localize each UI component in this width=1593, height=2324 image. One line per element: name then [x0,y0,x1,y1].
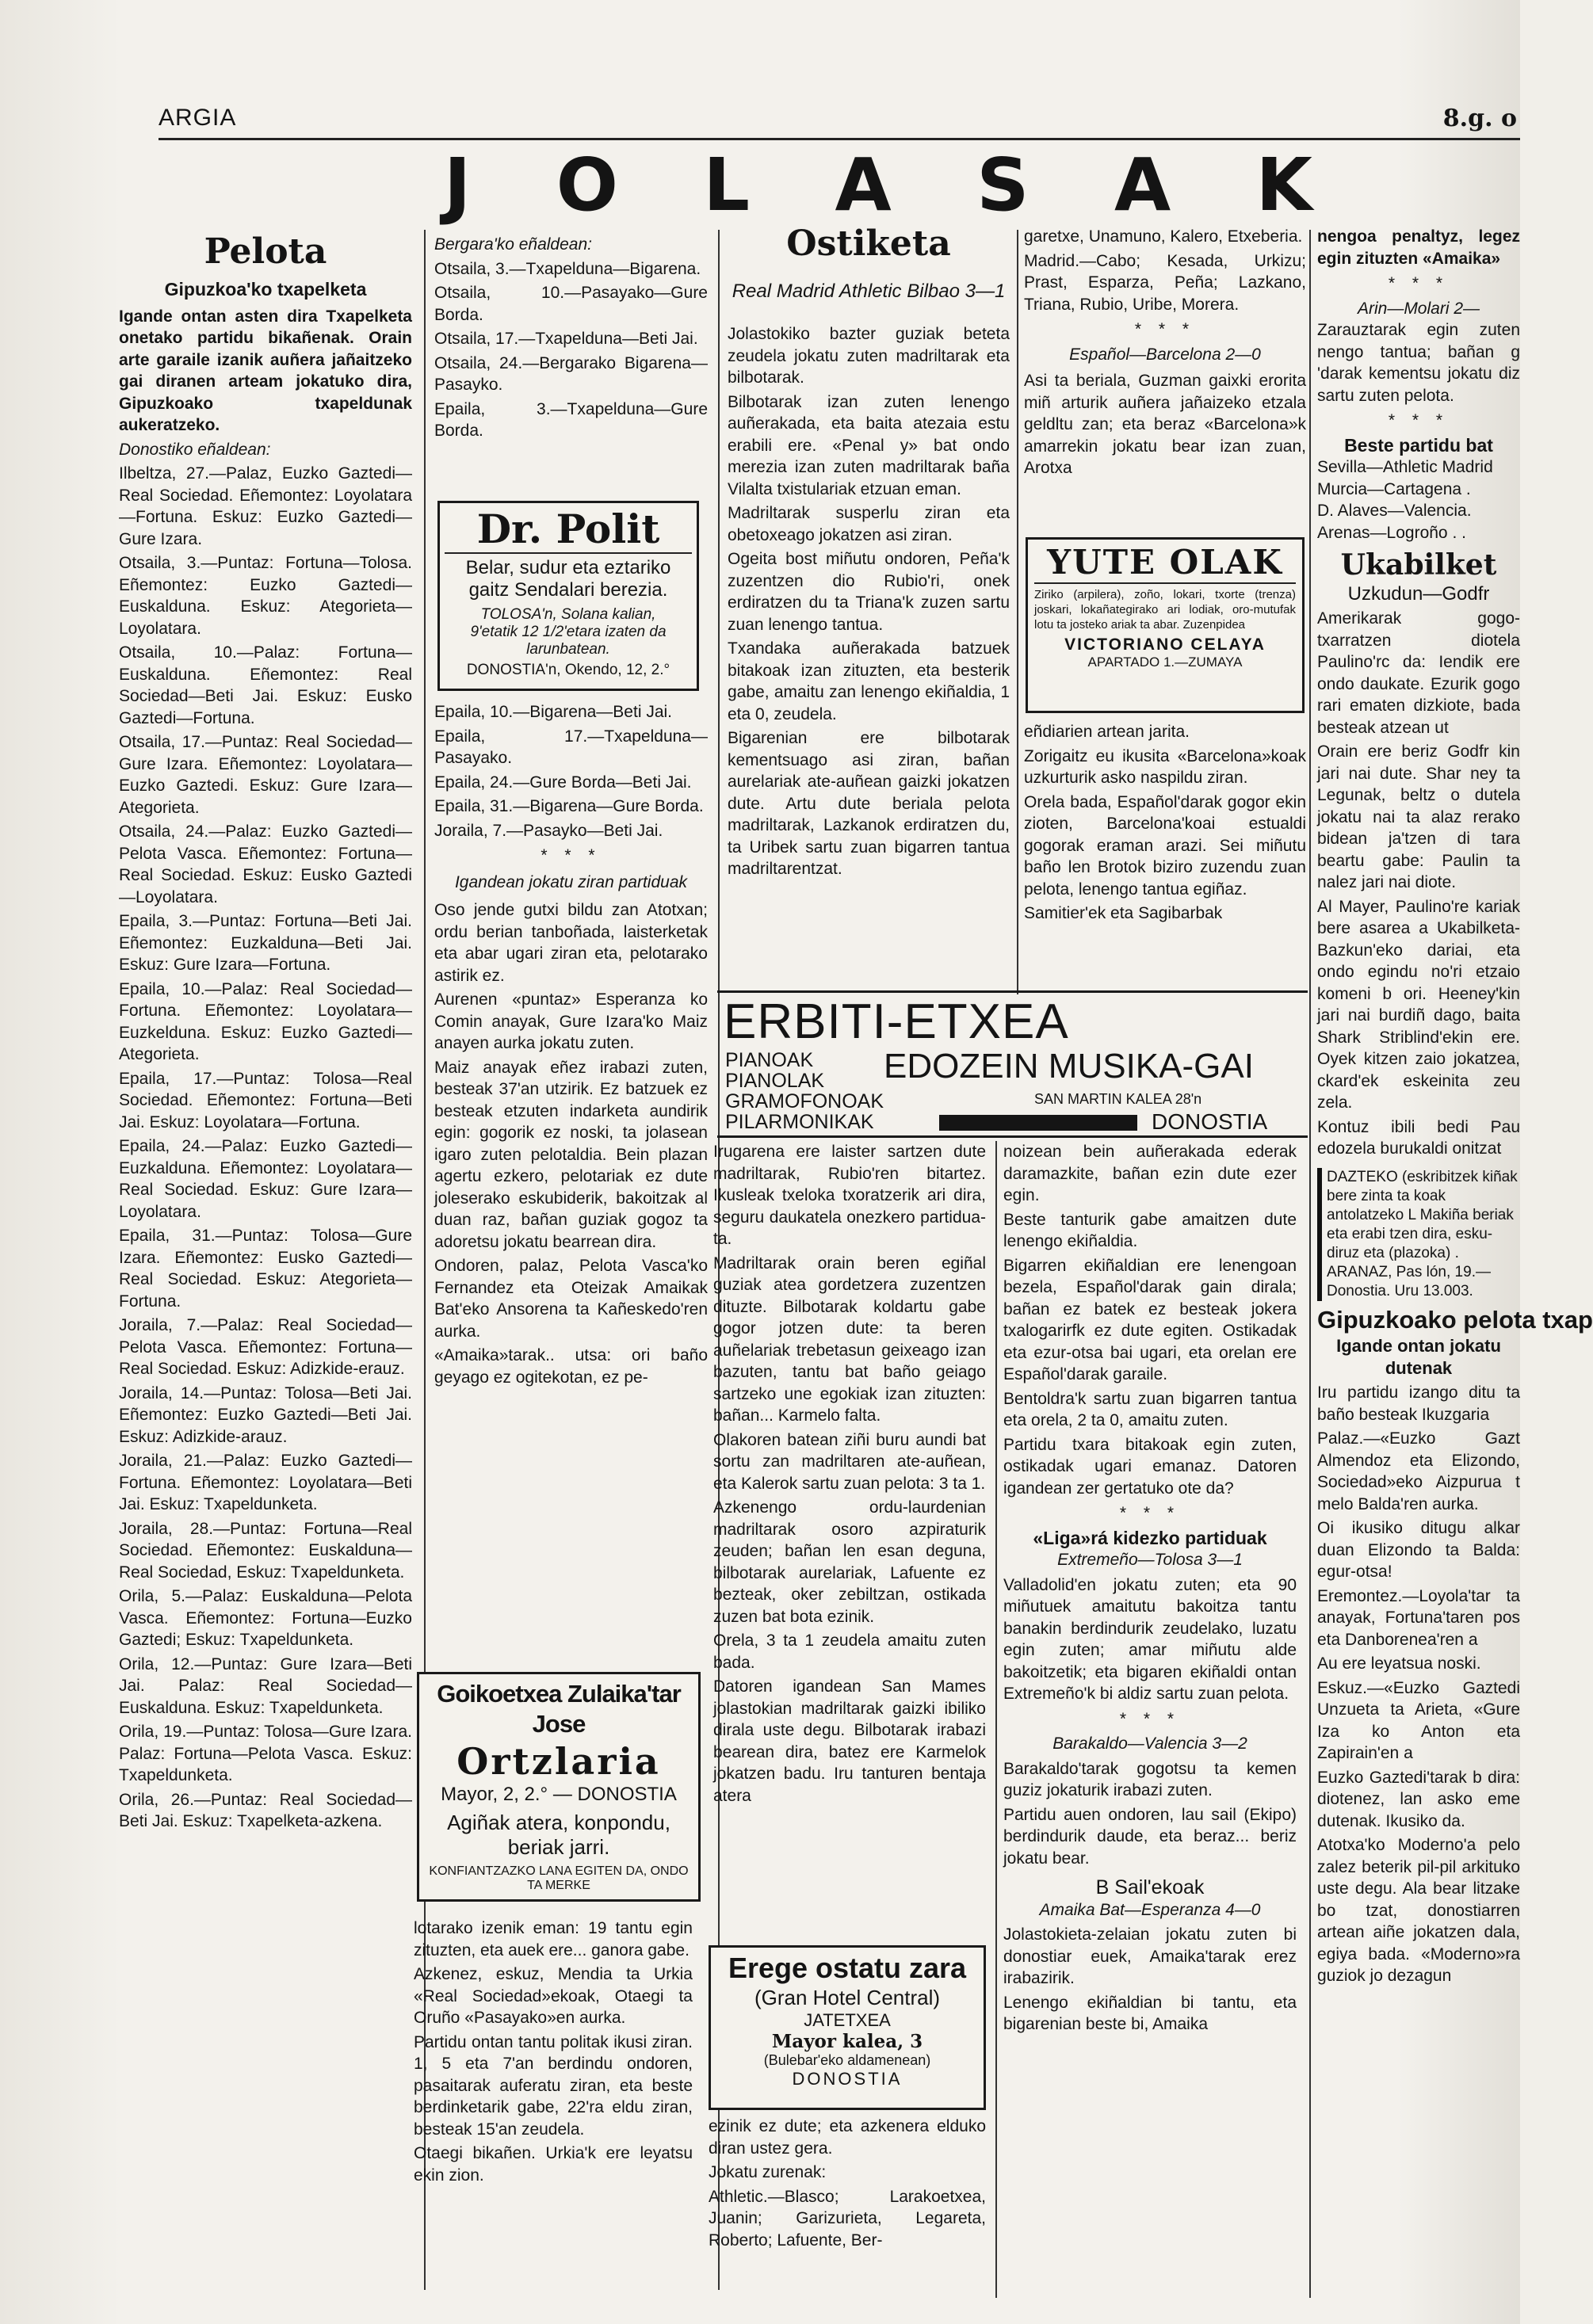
paragraph: Orela bada, Español'darak gogor ekin zioten, Barcelona'koai estualdi gogorak eraman arazi. Sei miñutu baño len Brotok biziro zuzendu zuan pelota, lenengo tantua egiñaz. [1024,792,1306,899]
column-madrid-end [709,2116,986,2298]
paragraph: garetxe, Unamuno, Kalero, Etxeberia. [1024,227,1303,246]
match-title: Barakaldo—Valencia 3—2 [1052,1734,1247,1753]
ad-line: (Bulebar'eko aldamenean) [763,2052,931,2068]
paragraph: Orain ere beriz Godfr kin jari nai dute. Shar ney ta Legunak, beltz o dutela jokatu nai ta alaz rerako bidean ja'tzen di tara beartu gabe: Paulin ta nalez jari nai diote. [1317,742,1520,891]
paragraph: Jolastokiko bazter guziak beteta zeudela jokatu zuten madriltarak eta bilbotarak. [728,325,1010,387]
paper-name: ARGIA [159,105,237,131]
paragraph: Madriltarak susperlu ziran eta obetoxeago jokatzen asi ziran. [728,504,1010,544]
ad-line: (Gran Hotel Central) [754,1986,941,2009]
ad-title: YUTE OLAK [1034,543,1296,584]
page-header [159,101,1520,140]
paragraph: Datoren igandean San Mames jolastokian madriltarak gaizki ibiliko dirala uste degu. Bilbotarak irabazi bearean dira, batez ere Karmelok jokatzen badu. Iru tanturen bentaja atera [713,1677,986,1805]
column-barcelona-cont [1024,721,1306,994]
ad-title: Dr. Polit [445,506,692,554]
ad-line: DONOSTIA'n, Okendo, 12, 2.° [466,662,670,678]
ad-line: APARTADO 1.—ZUMAYA [1087,654,1243,670]
banner-letter: O [556,143,621,227]
paragraph: Joraila, 28.—Puntaz: Fortuna—Real Sociedad. Eñemontez: Euskalduna—Real Sociedad, Eskuz: Txapeldunketa. [119,1519,412,1582]
paragraph: Eremontez.—Loyola'tar ta anayak, Fortuna'taren pos eta Danborenea'ren a [1317,1586,1520,1649]
separator-stars: * * * [1388,411,1450,429]
paragraph: Kontuz ibili bedi Pau edozela burukaldi onitzat [1317,1117,1520,1158]
paragraph: Epaila, 10.—Bigarena—Beti Jai. [434,703,672,721]
paragraph: Partidu auen ondoren, lau sail (Ekipo) berdindurik daude, eta beraz... beriz jokatu bear. [1003,1805,1297,1868]
ad-line: JATETXEA [804,2010,891,2030]
column-rule [1017,230,1018,994]
column-madrid [713,1141,986,1949]
section-title: Ostiketa [786,223,951,264]
column-barcelona [1024,226,1306,531]
section-subtitle: B Sail'ekoak [1095,1876,1205,1899]
ad-address: SAN MARTIN KALEA 28'n [1034,1091,1202,1107]
paragraph: noizean bein auñerakada ederak daramazkite, bañan ezin dute ezer egin. [1003,1143,1297,1204]
paragraph: Atotxa'ko Moderno'a pelo zalez beterik pil-pil arkituko uste degu. Ala bear litzake bo tzat, donostiarren artean aiñe jokatzen dala, egiya bada. «Moderno»ra guziok jo dezagun [1317,1836,1520,1985]
paragraph: Barakaldo'tarak gogotsu ta kemen guziz jokaturik irabazi zuten. [1003,1759,1297,1799]
paragraph: Orila, 19.—Puntaz: Tolosa—Gure Izara. Palaz: Fortuna—Pelota Vasca. Eskuz: Txapeldunketa. [119,1723,412,1784]
ad-trade: Ortzlaria [457,1740,661,1783]
paragraph: Partidu txara bitakoak egin zuten, ostikadak ugari emanaz. Datoren igandean zer gertatuko ote da? [1003,1435,1297,1498]
paragraph: Bigarren ekiñaldian ere lenengoan bezela, Español'darak gain dirala; bañan ez batek ez besteak jokera txalogarirfk ez dute egiten. Ostikadak eta ezur-otsa bai ugari, eta orelan ere Español'darak garaile. [1003,1256,1297,1383]
banner-letter: A [1114,143,1175,227]
paragraph: Otsaila, 10.—Palaz: Fortuna—Euskalduna. Eñemontez: Real Sociedad—Beti Jai. Eskuz: Eusko Gaztedi—Fortuna. [119,643,412,727]
paragraph: Epaila, 24.—Palaz: Euzko Gaztedi—Euzkalduna. Eñemontez: Loyolatara—Real Sociedad. Eskuz: Gure Izara—Loyolatara. [119,1137,412,1221]
paragraph: Olakoren batean ziñi buru aundi bat sortu zan madriltaren ate-auñean, eta Kalerok sartu zuan pelota: 3 ta 1. [713,1430,986,1493]
ad-dazteko: DAZTEKO (eskribitzek kiñak bere zinta ta koak antolatzeko L Makiña beriak eta erabi tzen dira, esku-diruz eta (plazoka) . ARANAZ, Pas lón, 19.—Donostia. Uru 13.003. [1317,1168,1520,1301]
paragraph: Amerikarak gogo-txarratzen diotela Paulino'rc da: Iendik ere ondo daukate. Ezurik gogo rari ematen dizkiote, bada besteak atzean ut [1317,609,1520,737]
paragraph: Otsaila, 17.—Puntaz: Real Sociedad—Gure Izara. Eñemontez: Loyolatara—Euzko Gaztedi. Eskuz: Gure Izara—Ategorieta. [119,733,412,817]
ad-zulaika [417,1672,701,1902]
column-right-edge [1317,226,1593,2298]
paragraph: Euzko Gaztedi'tarak b dira: diotenez, lan asko eme dutenak. Ikusiko da. [1317,1768,1520,1830]
paragraph: Ondoren, palaz, Pelota Vasca'ko Fernandez eta Oteizak Amaikak Bat'eko Ansorena ta Kañeskedo'ren aurka. [434,1257,708,1341]
match-title: Amaika Bat—Esperanza 4—0 [1039,1900,1261,1919]
section-subtitle: Gipuzkoa'ko txapelketa [164,279,367,300]
paragraph: Jokatu zurenak: [709,2163,827,2181]
section-subtitle: Igande ontan jokatu dutenak [1336,1336,1501,1378]
paragraph: Madriltarak orain beren egiñal guziak atea gordetzera zuzentzen dituzte. Bilbotarak koldartu gabe gogor jotzen dute: ta beren auñelariak trebetasun geixeago izan bazuten, tantu bat baño geiago sartzeko une egokiak izan zituzten: bañan... Karmelo falta. [713,1254,986,1425]
paragraph: Bilbotarak izan zuten lenengo auñerakada, eta baita atezaia estu erabili ere. «Penal y» bat ondo merezia izan zuten madriltarak baña Vilalta txistulariak etzuan eman. [728,392,1010,498]
match-title: Arin—Molari 2— [1357,299,1480,318]
paragraph: eñdiarien artean jarita. [1024,723,1190,741]
paragraph: Epaila, 17.—Txapelduna—Pasayako. [434,727,708,767]
match-title: Extremeño—Tolosa 3—1 [1057,1551,1243,1569]
paragraph: Igande ontan asten dira Txapelketa onetako partidu bikañenak. Orain arte garaile izanik auñera jañaitzeko gai diranen arteam jokatuko dira, Gipuzkoako txapeldunak aukeratzeko. [119,307,412,434]
ad-erege-ostatu [709,1945,986,2110]
ad-title: Erege ostatu zara [728,1952,967,1984]
paragraph: Epaila, 24.—Gure Borda—Beti Jai. [434,773,692,792]
ad-line: gaitz Sendalari berezia. [468,579,668,601]
section-subtitle: Uzkudun—Godfr [1347,582,1490,605]
paragraph: Epaila, 3.—Puntaz: Fortuna—Beti Jai. Eñemontez: Euzkaldunа—Beti Jai. Eskuz: Gure Izara—Fortuna. [119,912,412,974]
paragraph: Bigarenian ere bilbotarak kementsuago asi ziran, bañan aurelariak ate-auñean gaizki jokatzen dute. Artu dute beriala pelota madriltarak, Lazkanok erdiratzen du, ta Uribek sartu zuan bigarren tantua madriltarentzat. [728,729,1010,878]
paragraph: Joraila, 21.—Palaz: Euzko Gaztedi—Fortuna. Eñemontez: Loyolatara—Beti Jai. Eskuz: Txapeldunketa. [119,1452,412,1513]
ad-line: Mayor kalea, 3 [771,2031,923,2052]
section-title: Ukabilket [1340,548,1497,582]
result-line: D. Alaves—Valencia. [1317,502,1472,520]
paragraph: Otsaila, 10.—Pasayako—Gure Borda. [434,284,708,324]
paragraph: nengoa penaltyz, legez egin zituzten «Amaika» [1317,227,1520,268]
paragraph: Orila, 26.—Puntaz: Real Sociedad—Beti Jai. Eskuz: Txapelketa-azkena. [119,1790,412,1830]
section-subtitle: Beste partidu bat [1344,434,1493,456]
paragraph-list [119,306,412,1833]
ad-address: Mayor, 2, 2.° — DONOSTIA [441,1784,677,1805]
column-ostiketa [728,222,1010,994]
ad-title: ERBITI-ETXEA [724,994,1069,1049]
paragraph: Asi ta beriala, Guzman gaixki erorita miñ arturik auñera jañaizeko etzala geldltu zan; eta beraz «Barcelona»k amarrekin jokatu bear izan zuan, Arotxa [1024,372,1306,477]
separator-stars: * * * [1388,274,1450,292]
section-banner [444,143,1316,227]
paragraph: lotarako izenik eman: 19 tantu egin zituzten, eta auek ere... ganora gabe. [414,1919,693,1960]
banner-letter: K [1255,143,1316,227]
paragraph: Palaz.—«Euzko Gazt Almendoz eta Elizondo, Sociedad»eko Aizpurua t melo Balda'ren aurka. [1317,1429,1520,1513]
paragraph: Ilbeltza, 27.—Palaz, Euzko Gaztedi—Real Sociedad. Eñemontez: Loyolatara—Fortuna. Eskuz: Euzko Gaztedi—Gure Izara. [119,464,412,548]
section-subtitle: Igandean jokatu ziran partiduak [454,872,688,891]
banner-letter: J [444,143,475,227]
paragraph: Joraila, 14.—Puntaz: Tolosa—Beti Jai. Eñemontez: Euzko Gaztedi—Beti Jai. Eskuz: Adizkide-arauz. [119,1383,412,1446]
paragraph: Otsaila, 17.—Txapelduna—Beti Jai. [434,330,698,348]
paragraph: Orela, 3 ta 1 zeudela amaitu zuten bada. [713,1631,986,1672]
column-bergara-end [414,1918,693,2298]
column-bergara-cont [434,701,708,1811]
ad-line: VICTORIANO CELAYA [1064,635,1266,654]
separator-stars: * * * [1119,1709,1181,1728]
ad-city: DONOSTIA [1152,1109,1268,1134]
ad-services: Agiñak atera, konpondu, beriak jarri. [447,1811,670,1859]
paragraph: Lenengo ekiñaldian bi tantu, eta bigarenian beste bi, Amaika [1003,1993,1297,2033]
paragraph: Epaila, 31.—Puntaz: Tolosa—Gure Izara. Eñemontez: Eusko Gaztedi—Real Sociedad. Eskuz: Ategorieta—Fortuna. [119,1227,412,1311]
paragraph: Jolastokieta-zelaian jokatu zuten bi donostiar euek, Amaika'tarak erez irabazirik. [1003,1925,1297,1987]
paragraph: Maiz anayak eñez irabazi zuten, besteak 37'an utzirik. Ez batzuek ez besteak etzuten indarketa aundirik egin: gogorik ez noski, ta jolasean igaro zuten pelotaldia. Bein plazan agertu ezkero, pelotariak ez dute joleserako eskubiderik, bakoitzak al duan raz, bañan guziak gogoz ta adoretsu jokatu bearrean dira. [434,1058,708,1251]
paragraph: Otsaila, 24.—Palaz: Euzko Gaztedi—Pelota Vasca. Eñemontez: Fortuna—Real Sociedad. Eskuz: Eusko Gaztedi—Loyolatara. [119,822,412,906]
paragraph: Epaila, 10.—Palaz: Real Sociedad—Fortuna. Eñemontez: Loyolatara—Euzkelduna. Eskuz: Euzko Gaztedi—Ategorieta. [119,979,412,1063]
paragraph: Donostiko eñaldean: [119,440,271,459]
result-line: Murcia—Cartagena . [1317,479,1471,498]
section-subtitle: Español—Barcelona 2—0 [1069,345,1261,364]
column-pelota [119,230,412,2290]
paragraph: Txandaka auñerakada batzuek bitakoak izan zituzten, eta besterik gabe, amaitu zan lenengo ekiñaldia, 1 eta 0, zeudela. [728,639,1010,723]
paragraph: Joraila, 7.—Pasayko—Beti Jai. [434,821,663,840]
paragraph: Oso jende gutxi bildu zan Atotxan; ordu berian tanboñada, laisterketak eta abar ugari ziran eta, pelotarako astirik ez. [434,901,708,985]
section-title: Gipuzkoako pelota txap [1317,1305,1593,1334]
section-title: Pelota [204,231,327,272]
paragraph: Epaila, 31.—Bigarena—Gure Borda. [434,797,704,815]
paragraph: Eskuz.—«Euzko Gaztedi Unzueta ta Arieta, «Gure Iza ko Anton eta Zapirain'en a [1317,1678,1520,1762]
paragraph: Bentoldra'k sartu zuan bigarren tantua eta orela, 2 ta 0, amaitu zuten. [1003,1389,1297,1429]
separator-stars: * * * [1119,1504,1181,1522]
paragraph: Epaila, 3.—Txapelduna—Gure Borda. [434,399,708,440]
match-title: Real Madrid Athletic Bilbao 3—1 [732,280,1006,302]
paragraph: Zorigaitz eu ikusita «Barcelona»koak uzkurturik asko naspildu ziran. [1024,746,1306,787]
ad-line: Belar, sudur eta eztariko [465,557,671,578]
ad-line: Ziriko (arpilera), zoño, lokari, txorte (trenza) joskari, lokañategirako ari lodiak, oro-mutufak lotu ta josteko ariak ta abar. Zuzenpidea [1034,588,1296,632]
paragraph: Iru partidu izango ditu ta baño besteak Ikuzgaria [1317,1383,1520,1424]
ad-title: Goikoetxea Zulaika'tar Jose [437,1680,681,1738]
paragraph: Partidu ontan tantu politak ikusi ziran. 1, 5 eta 7'an berdindu ondoren, pasaitarak auferatu ziran, eta beste berdinketarik gabe, 22'ra eldu ziran, besteak 15'an zeudela. [414,2032,693,2139]
section-subtitle: «Liga»rá kidezko partiduak [1033,1527,1267,1548]
paragraph: Azkenez, eskuz, Mendia ta Urkia «Real Sociedad»ekoak, Otaegi ta Oruño «Pasayako»en aurka. [414,1965,693,2027]
paragraph: Ogeita bost miñutu ondoren, Peña'k zuzentzen dio Rubio'ri, onek erdiratzen du ta Triana'k zuzen sartu zuan lenengo tantua. [728,550,1010,634]
column-liga [1003,1141,1297,2298]
ad-line: larunbatean. [526,641,610,658]
ad-line: 9'etatik 12 1/2'etara izaten da [470,624,667,640]
banner-letter: S [976,143,1033,227]
column-rule [995,1141,997,2298]
ad-item: GRAMOFONOAK [725,1090,884,1112]
paragraph: Irugarena ere laister sartzen dute madriltarak, Rubio'ren bitartez. Ikusleak txeloka txoratzerik ari dira, seguru daukatela onezkero partidua-ta. [713,1143,986,1248]
paragraph: Otsaila, 3.—Puntaz: Fortuna—Tolosa. Eñemontez: Euzko Gaztedi—Euskalduna. Eskuz: Ategorieta—Loyolatara. [119,554,412,638]
paragraph: «Amaika»tarak.. utsa: ori baño geyago ez ogitekotan, ez pe- [434,1346,708,1387]
paragraph: Bergara'ko eñaldean: [434,235,592,254]
paragraph: Epaila, 17.—Puntaz: Tolosa—Real Sociedad. Eñemontez: Fortuna—Beti Jai. Eskuz: Loyolatara—Fortuna. [119,1069,412,1131]
ad-item: PIANOLAK [725,1070,825,1092]
banner-letter: A [835,143,895,227]
result-line: Sevilla—Athletic Madrid [1317,458,1493,476]
paragraph: Valladolid'en jokatu zuten; eta 90 miñutuek amaitutu bakoitza tantu banakin berdindurik zeudelako, luzatu egin zuten; amar miñutu alde bakoitzetik; eta bigaren ekiñaldi ontan Extremeño'k bi aldiz sartu zuan pelota. [1003,1575,1297,1703]
separator-stars: * * * [1134,320,1196,338]
paragraph: Samitier'ek eta Sagibarbak [1024,904,1223,922]
page-number: 8.g. o [1442,105,1517,132]
ad-dr-polit [437,501,699,691]
paragraph: Otsaila, 3.—Txapelduna—Bigarena. [434,259,701,278]
paragraph: Madrid.—Cabo; Kesada, Urkizu; Prast, Esparza, Peña; Lazkano, Triana, Rubio, Uribe, Morera. [1024,251,1306,314]
paragraph: Otsaila, 24.—Bergarako Bigarena—Pasayko. [434,353,708,394]
ad-line: DONOSTIA [792,2069,903,2089]
separator-stars: * * * [541,846,602,864]
banner-letter: L [703,143,754,227]
paragraph: ezinik ez dute; eta azkenera elduko diran ustez gera. [709,2117,986,2158]
paragraph: Au ere leyatsua noski. [1317,1654,1481,1673]
result-line: Arenas—Logroño . . [1317,523,1466,542]
paragraph: Orila, 12.—Puntaz: Gure Izara—Beti Jai. Palaz: Real Sociedad—Euskalduna. Eskuz: Txapeldunketa. [119,1654,412,1717]
paragraph: Otaegi bikañen. Urkia'k ere leyatsu ekin zion. [414,2144,693,2185]
column-bergara [434,234,708,495]
ad-item: PILARMONIKAK [725,1111,874,1133]
ad-decor-bar [939,1115,1137,1131]
column-rule [1309,230,1311,2298]
ad-item: PIANOAK [725,1049,814,1071]
paragraph: Joraila, 7.—Palaz: Real Sociedad—Pelota Vasca. Eñemontez: Fortuna—Real Sociedad. Eskuz: Adizkide-erauz. [119,1316,412,1378]
ad-yute-olak [1026,537,1305,713]
ad-slogan: KONFIANTZAZKO LANA EGITEN DA, ONDO TA MERKE [429,1864,689,1892]
paragraph: Orila, 5.—Palaz: Euskalduna—Pelota Vasca. Eñemontez: Fortuna—Euzko Gaztedi; Eskuz: Txapeldunketa. [119,1587,412,1649]
paragraph: Al Mayer, Paulino're kariak bere asarea a Ukabilketa-Bazkun'eko dariai, eta ondo egindu no'ri etzaio komeni b ori. Heeney'kin jari nai burdiñ dago, baita Shark Striblind'ekin ere. Oyek kitzen zaio jokatzea, ckard'ek eskeinita zeu zela. [1317,897,1520,1112]
paragraph: Zarauztarak egin zuten nengo tantua; bañan g 'darak kementsu jokatu diz sartu zuten pelota. [1317,321,1520,405]
ad-headline: EDOZEIN MUSIKA-GAI [884,1047,1254,1086]
paragraph: Oi ikusiko ditugu alkar duan Elizondo ta Balda: egur-otsa! [1317,1519,1520,1581]
ad-line: TOLOSA'n, Solana kalian, [480,606,656,623]
paragraph: Beste tanturik gabe amaitzen dute lenengo ekiñaldia. [1003,1210,1297,1250]
paragraph: Azkenengo ordu-laurdenian madriltarak osoro azpiraturik zeuden; bañan len esan deguna, bilbotarak aurelariak, Lafuente ez bezteak, oker zebiltzan, ostikada zuzen bat bota ezinik. [713,1498,986,1626]
paragraph: Athletic.—Blasco; Larakoetxea, Juanin; Garizurieta, Legareta, Roberto; Lafuente, Ber- [709,2187,986,2250]
paragraph: Aurenen «puntaz» Esperanza ko Comin anayak, Gure Izara'ko Maiz anayen aurka jokatu zuten. [434,990,708,1052]
ad-erbiti-etxea [717,990,1308,1138]
